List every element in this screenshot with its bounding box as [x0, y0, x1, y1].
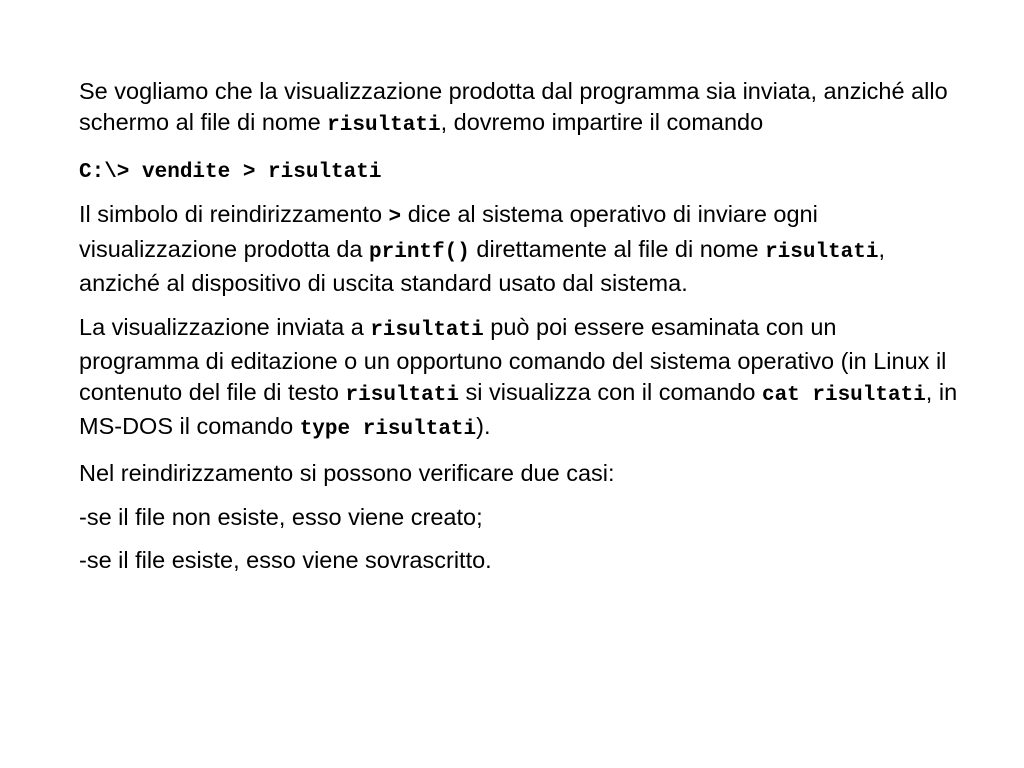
redirect-text-2: dice al sistema operativo di inviare ogni visualizzazione prodotta da: [79, 201, 818, 262]
view-text-5: ).: [476, 413, 491, 440]
intro-text-2: , dovremo impartire il comando: [440, 108, 764, 135]
filename-code: risultati: [370, 318, 484, 342]
view-text-2: può poi essere esaminata con un programma di editazione o un opportuno comando del sistema operativo (in Linux il contenuto del file di testo: [79, 313, 947, 405]
case-file-exists: -se il file esiste, esso viene sovrascritto.: [79, 546, 492, 573]
printf-code: printf(): [369, 240, 470, 264]
view-text-4: , in MS-DOS il comando: [79, 378, 958, 440]
paragraph-redirect-symbol: [79, 199, 959, 299]
redirect-text-3: direttamente al file di nome: [476, 235, 766, 262]
view-text-3: si visualizza con il comando: [465, 378, 762, 405]
redirect-text-4: , anziché al dispositivo di uscita standard usato dal sistema.: [79, 235, 886, 297]
command-code: C:\> vendite > risultati: [79, 160, 382, 184]
filename-code: risultati: [765, 240, 879, 264]
slide-body: [79, 76, 959, 588]
intro-text-1: Se vogliamo che la visualizzazione prodotta dal programma sia inviata, anziché allo schermo al file di nome: [79, 78, 948, 135]
paragraph-cases: Nel reindirizzamento si possono verificare due casi:: [79, 460, 615, 487]
filename-code: risultati: [345, 383, 459, 407]
cat-command-code: cat risultati: [761, 383, 926, 407]
view-text-1: La visualizzazione inviata a: [79, 313, 371, 340]
paragraph-view-output: [79, 312, 959, 446]
case-file-not-exists: -se il file non esiste, esso viene creato;: [79, 503, 483, 530]
command-line: [79, 154, 959, 189]
paragraph-intro: [79, 76, 959, 141]
redirect-text-1: Il simbolo di reindirizzamento: [79, 201, 389, 228]
redirect-symbol-code: >: [388, 206, 402, 230]
filename-code: risultati: [327, 113, 441, 137]
type-command-code: type risultati: [299, 418, 477, 442]
